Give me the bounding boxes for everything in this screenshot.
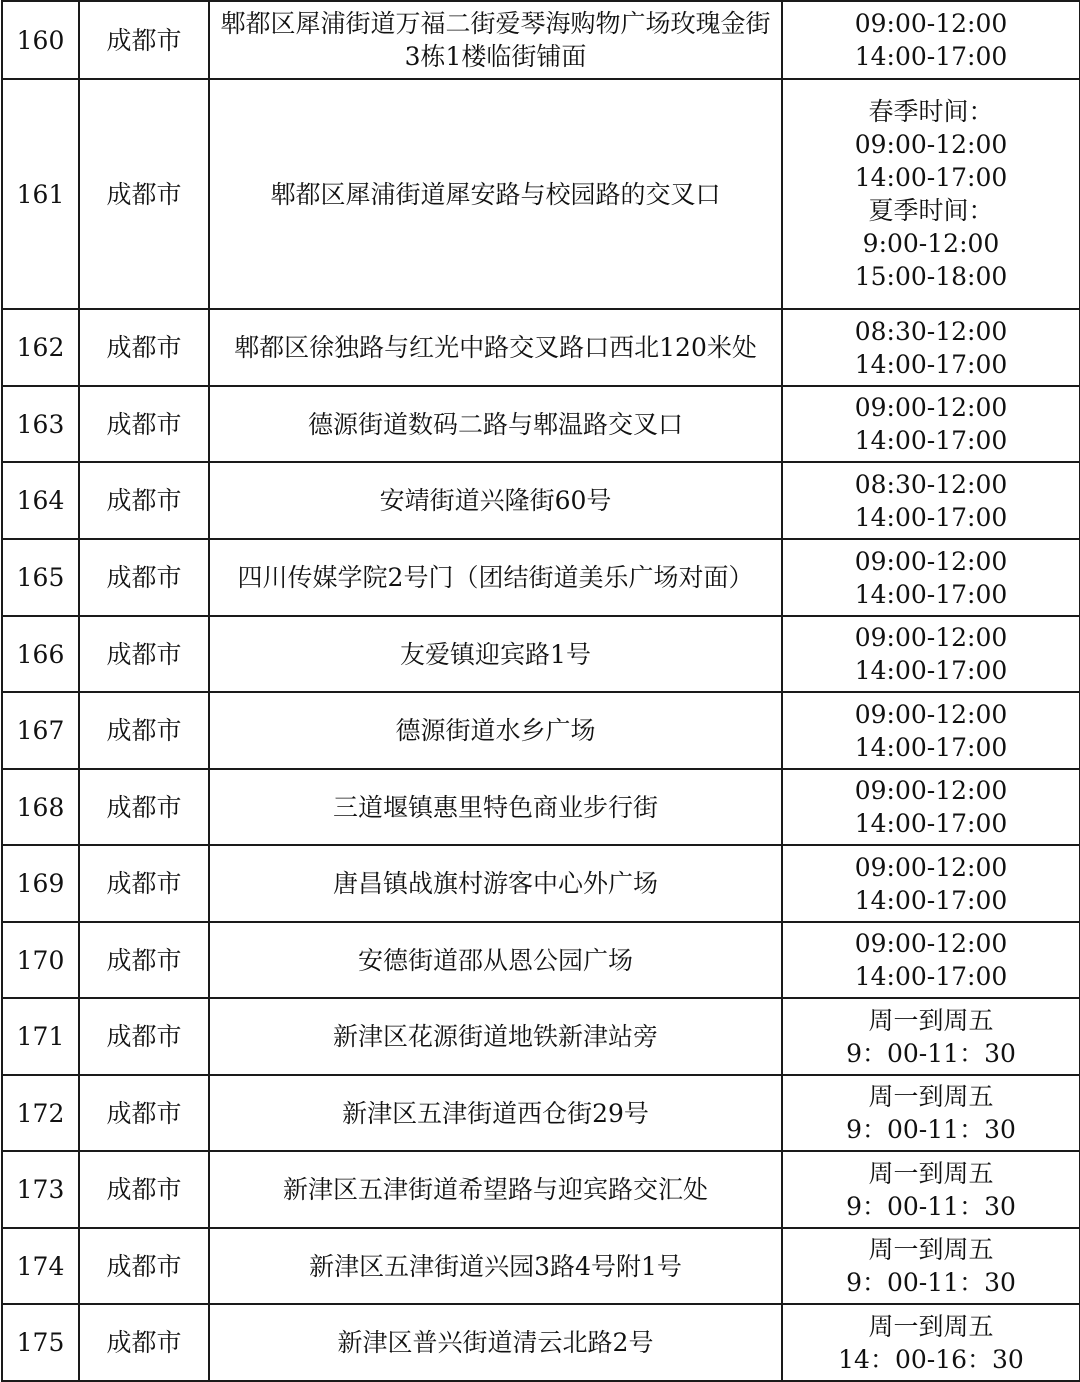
service-hours-cell: [782, 79, 1080, 309]
service-hours-line: 14:00-17:00: [854, 163, 1008, 192]
city-cell: 成都市: [79, 386, 209, 462]
address-cell: 友爱镇迎宾路1号: [209, 616, 782, 692]
service-hours-cell: [782, 1228, 1080, 1304]
service-hours-line: 08:30-12:00: [854, 469, 1008, 499]
service-hours-cell: [782, 1151, 1080, 1228]
city-cell: 成都市: [79, 1075, 209, 1151]
row-number-cell: 160: [2, 1, 79, 79]
service-hours-line: 09:00-12:00: [854, 699, 1008, 729]
row-number-cell: 161: [2, 79, 79, 309]
service-hours-line: 09:00-12:00: [854, 130, 1008, 159]
address-cell: 四川传媒学院2号门（团结街道美乐广场对面）: [209, 539, 782, 616]
row-number-cell: 167: [2, 692, 79, 769]
service-hours-line: 周一到周五: [868, 1235, 994, 1264]
service-hours-line: 14:00-17:00: [854, 502, 1008, 532]
service-hours-line: 08:30-12:00: [854, 316, 1008, 346]
service-hours-line: 9：00-11：30: [846, 1191, 1016, 1221]
service-hours-line: 9：00-11：30: [846, 1038, 1016, 1068]
address-cell: 德源街道水乡广场: [209, 692, 782, 769]
address-cell: 安靖街道兴隆街60号: [209, 462, 782, 539]
address-cell: 新津区五津街道希望路与迎宾路交汇处: [209, 1151, 782, 1228]
service-hours-cell: [782, 769, 1080, 845]
service-hours-cell: [782, 998, 1080, 1075]
table-row: [2, 1075, 1080, 1151]
service-hours-cell: [782, 539, 1080, 616]
table-row: [2, 845, 1080, 922]
city-cell: 成都市: [79, 845, 209, 922]
row-number-cell: 162: [2, 309, 79, 386]
address-cell: 新津区五津街道西仓街29号: [209, 1075, 782, 1151]
address-cell: 三道堰镇惠里特色商业步行街: [209, 769, 782, 845]
city-cell: 成都市: [79, 539, 209, 616]
table-row: [2, 1151, 1080, 1228]
row-number-cell: 171: [2, 998, 79, 1075]
city-cell: 成都市: [79, 309, 209, 386]
city-cell: 成都市: [79, 1151, 209, 1228]
city-cell: 成都市: [79, 1228, 209, 1304]
row-number-cell: 172: [2, 1075, 79, 1151]
service-hours-cell: [782, 922, 1080, 998]
city-cell: 成都市: [79, 692, 209, 769]
row-number-cell: 173: [2, 1151, 79, 1228]
service-hours-cell: [782, 1, 1080, 79]
service-hours-line: 14:00-17:00: [854, 962, 1008, 991]
address-cell: 德源街道数码二路与郫温路交叉口: [209, 386, 782, 462]
service-hours-line: 14：00-16：30: [838, 1344, 1024, 1374]
row-number-cell: 166: [2, 616, 79, 692]
service-hours-line: 14:00-17:00: [854, 809, 1008, 838]
row-number-cell: 165: [2, 539, 79, 616]
city-cell: 成都市: [79, 1, 209, 79]
city-cell: 成都市: [79, 769, 209, 845]
service-hours-line: 9：00-11：30: [846, 1268, 1016, 1297]
row-number-cell: 168: [2, 769, 79, 845]
address-cell: 安德街道邵从恩公园广场: [209, 922, 782, 998]
table-row: [2, 1228, 1080, 1304]
service-hours-line: 春季时间：: [868, 97, 994, 126]
service-hours-cell: [782, 386, 1080, 462]
service-hours-cell: [782, 1075, 1080, 1151]
table-row: [2, 922, 1080, 998]
service-hours-cell: [782, 462, 1080, 539]
table-row: [2, 462, 1080, 539]
service-hours-line: 09:00-12:00: [854, 393, 1008, 422]
service-hours-line: 周一到周五: [868, 1158, 994, 1188]
city-cell: 成都市: [79, 1304, 209, 1381]
service-hours-cell: [782, 616, 1080, 692]
address-cell: 新津区普兴街道清云北路2号: [209, 1304, 782, 1381]
service-hours-line: 14:00-17:00: [854, 732, 1008, 762]
service-hours-line: 14:00-17:00: [854, 579, 1008, 609]
service-hours-line: 15:00-18:00: [854, 262, 1008, 291]
table-row: [2, 998, 1080, 1075]
service-hours-line: 09:00-12:00: [854, 9, 1008, 38]
row-number-cell: 175: [2, 1304, 79, 1381]
service-hours-line: 14:00-17:00: [854, 656, 1008, 685]
table-body: [2, 1, 1080, 1381]
service-hours-line: 14:00-17:00: [854, 42, 1008, 71]
service-hours-cell: [782, 692, 1080, 769]
table-row: [2, 769, 1080, 845]
address-cell: 新津区花源街道地铁新津站旁: [209, 998, 782, 1075]
table-row: [2, 1, 1080, 79]
address-cell: 新津区五津街道兴园3路4号附1号: [209, 1228, 782, 1304]
service-hours-line: 09:00-12:00: [854, 546, 1008, 576]
service-hours-line: 周一到周五: [868, 1082, 994, 1111]
sites-table: [1, 0, 1080, 1382]
service-hours-cell: [782, 309, 1080, 386]
table-row: [2, 539, 1080, 616]
table-row: [2, 309, 1080, 386]
city-cell: 成都市: [79, 998, 209, 1075]
table-row: [2, 1304, 1080, 1381]
address-cell: 郫都区犀浦街道犀安路与校园路的交叉口: [209, 79, 782, 309]
table-row: [2, 386, 1080, 462]
table-row: [2, 692, 1080, 769]
row-number-cell: 164: [2, 462, 79, 539]
address-cell: 郫都区徐独路与红光中路交叉路口西北120米处: [209, 309, 782, 386]
service-hours-line: 14:00-17:00: [854, 349, 1008, 379]
table-row: [2, 79, 1080, 309]
service-hours-line: 9:00-12:00: [862, 229, 1000, 258]
service-hours-line: 09:00-12:00: [854, 623, 1008, 652]
service-hours-line: 周一到周五: [868, 1311, 994, 1341]
service-hours-line: 夏季时间：: [868, 196, 994, 225]
service-hours-line: 14:00-17:00: [854, 426, 1008, 455]
city-cell: 成都市: [79, 616, 209, 692]
city-cell: 成都市: [79, 462, 209, 539]
address-cell: 唐昌镇战旗村游客中心外广场: [209, 845, 782, 922]
city-cell: 成都市: [79, 922, 209, 998]
row-number-cell: 169: [2, 845, 79, 922]
service-hours-line: 14:00-17:00: [854, 885, 1008, 915]
row-number-cell: 170: [2, 922, 79, 998]
row-number-cell: 163: [2, 386, 79, 462]
service-hours-cell: [782, 1304, 1080, 1381]
service-hours-line: 09:00-12:00: [854, 929, 1008, 958]
address-cell: 郫都区犀浦街道万福二街爱琴海购物广场玫瑰金街3栋1楼临街铺面: [209, 1, 782, 79]
table-row: [2, 616, 1080, 692]
service-hours-line: 09:00-12:00: [854, 776, 1008, 805]
city-cell: 成都市: [79, 79, 209, 309]
service-hours-cell: [782, 845, 1080, 922]
service-hours-line: 09:00-12:00: [854, 852, 1008, 882]
service-hours-line: 9：00-11：30: [846, 1115, 1016, 1144]
row-number-cell: 174: [2, 1228, 79, 1304]
service-hours-line: 周一到周五: [868, 1005, 994, 1035]
